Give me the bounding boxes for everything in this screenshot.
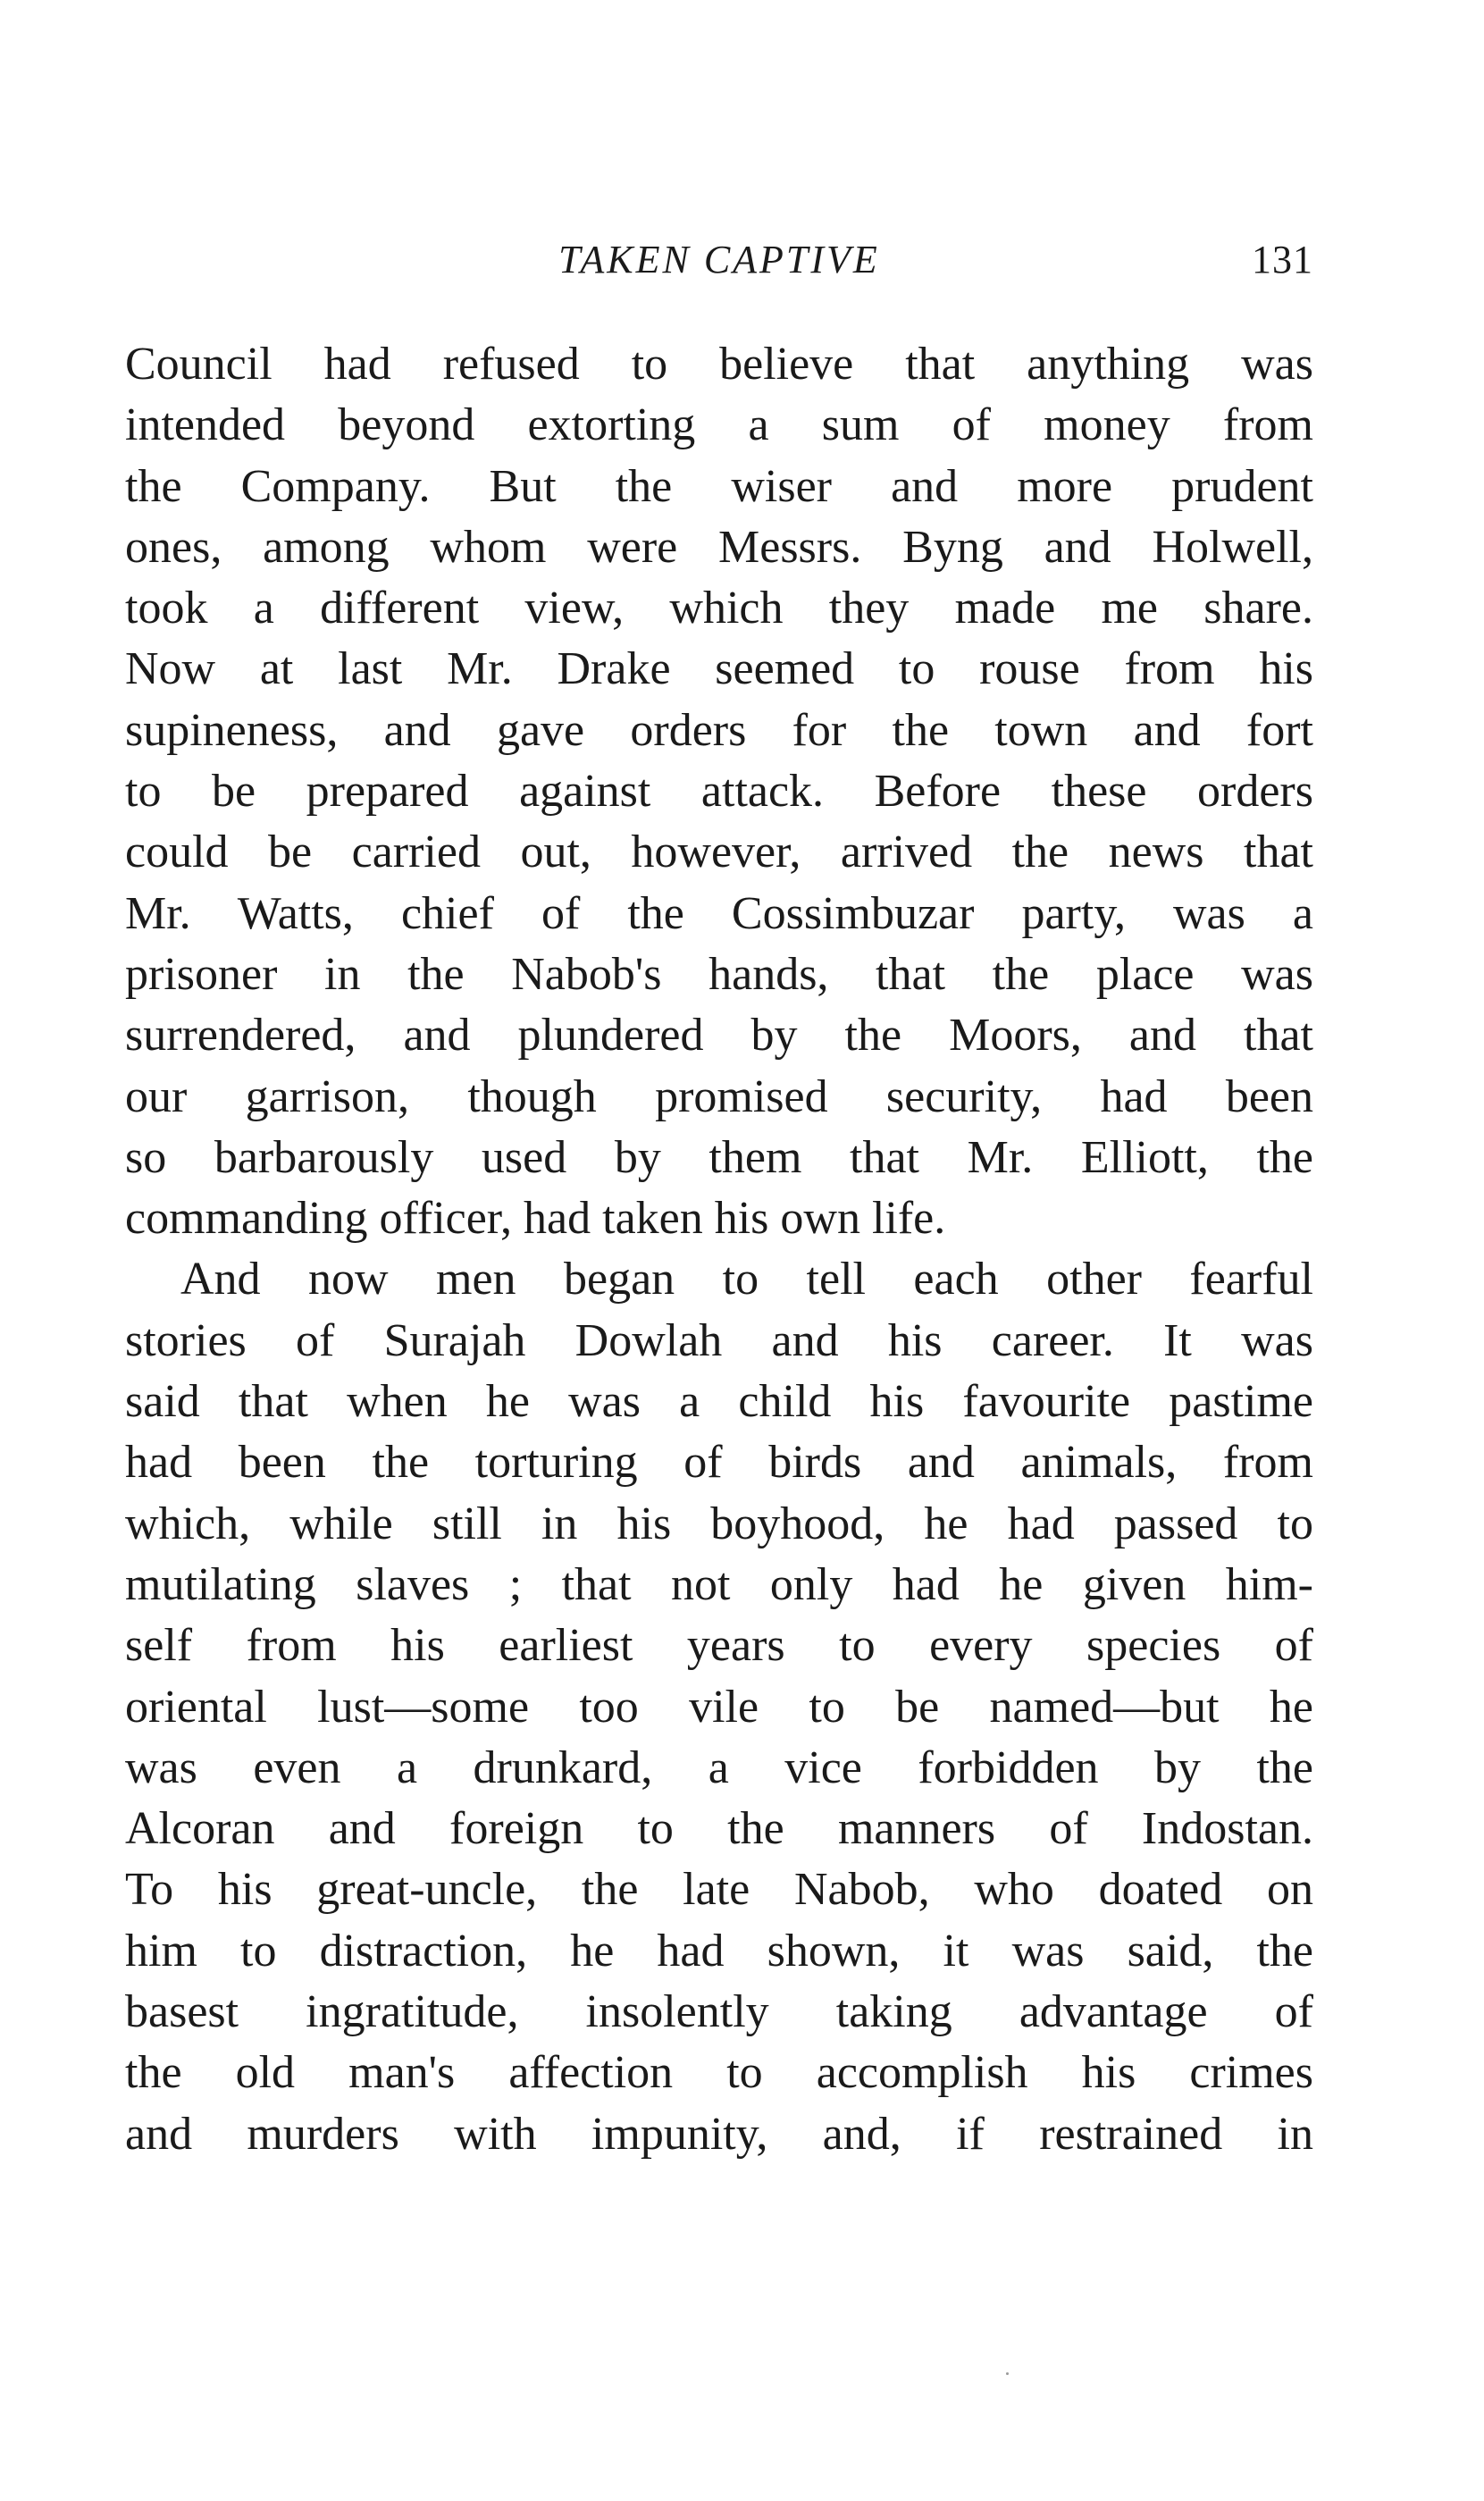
text-line: stories of Surajah Dowlah and his career. It was <box>125 1314 1313 1366</box>
text-line: so barbarously used by them that Mr. Elliott, the <box>125 1131 1313 1183</box>
paragraph-1 <box>125 334 1313 1249</box>
text-line: To his great-uncle, the late Nabob, who doated on <box>125 1864 1313 1916</box>
text-line: prisoner in the Nabob's hands, that the place was <box>125 948 1313 1000</box>
text-line: our garrison, though promised security, had been <box>125 1070 1313 1122</box>
text-line: Mr. Watts, chief of the Cossimbuzar party, was a <box>125 887 1313 939</box>
text-line: ones, among whom were Messrs. Byng and Holwell, <box>125 521 1313 573</box>
text-line: was even a drunkard, a vice forbidden by the <box>125 1741 1313 1793</box>
text-line: commanding officer, had taken his own life. <box>125 1193 946 1245</box>
text-line: which, while still in his boyhood, he had passed to <box>125 1498 1313 1549</box>
text-line: supineness, and gave orders for the town and fort <box>125 704 1313 756</box>
text-line: and murders with impunity, and, if restrained in <box>125 2108 1313 2160</box>
text-line: the old man's affection to accomplish his crimes <box>125 2047 1313 2099</box>
text-line: mutilating slaves ; that not only had he given him- <box>125 1558 1313 1610</box>
text-line: could be carried out, however, arrived the news that <box>125 827 1313 878</box>
text-line: basest ingratitude, insolently taking advantage of <box>125 1986 1313 2038</box>
text-line: Council had refused to believe that anything was <box>125 339 1313 390</box>
text-line: the Company. But the wiser and more prudent <box>125 460 1313 512</box>
paper-speck <box>1006 2372 1009 2375</box>
text-line: Now at last Mr. Drake seemed to rouse from his <box>125 643 1313 695</box>
text-line: to be prepared against attack. Before these orders <box>125 766 1313 818</box>
text-line: said that when he was a child his favourite pastime <box>125 1376 1313 1428</box>
text-line: oriental lust—some too vile to be named—but he <box>125 1681 1313 1733</box>
text-line: him to distraction, he had shown, it was said, the <box>125 1925 1313 1976</box>
text-line: surrendered, and plundered by the Moors, and that <box>125 1010 1313 1062</box>
text-line: had been the torturing of birds and animals, from <box>125 1437 1313 1489</box>
running-title: TAKEN CAPTIVE <box>558 238 880 281</box>
text-line: And now men began to tell each other fearful <box>180 1254 1313 1305</box>
page-number: 131 <box>1252 238 1313 281</box>
paragraph-2 <box>125 1249 1313 2164</box>
text-line: intended beyond extorting a sum of money from <box>125 399 1313 451</box>
body-text <box>125 334 1313 2165</box>
text-line: took a different view, which they made me share. <box>125 583 1313 634</box>
text-line: Alcoran and foreign to the manners of Indostan. <box>125 1803 1313 1855</box>
text-line: self from his earliest years to every species of <box>125 1620 1313 1672</box>
running-head <box>125 229 1313 291</box>
